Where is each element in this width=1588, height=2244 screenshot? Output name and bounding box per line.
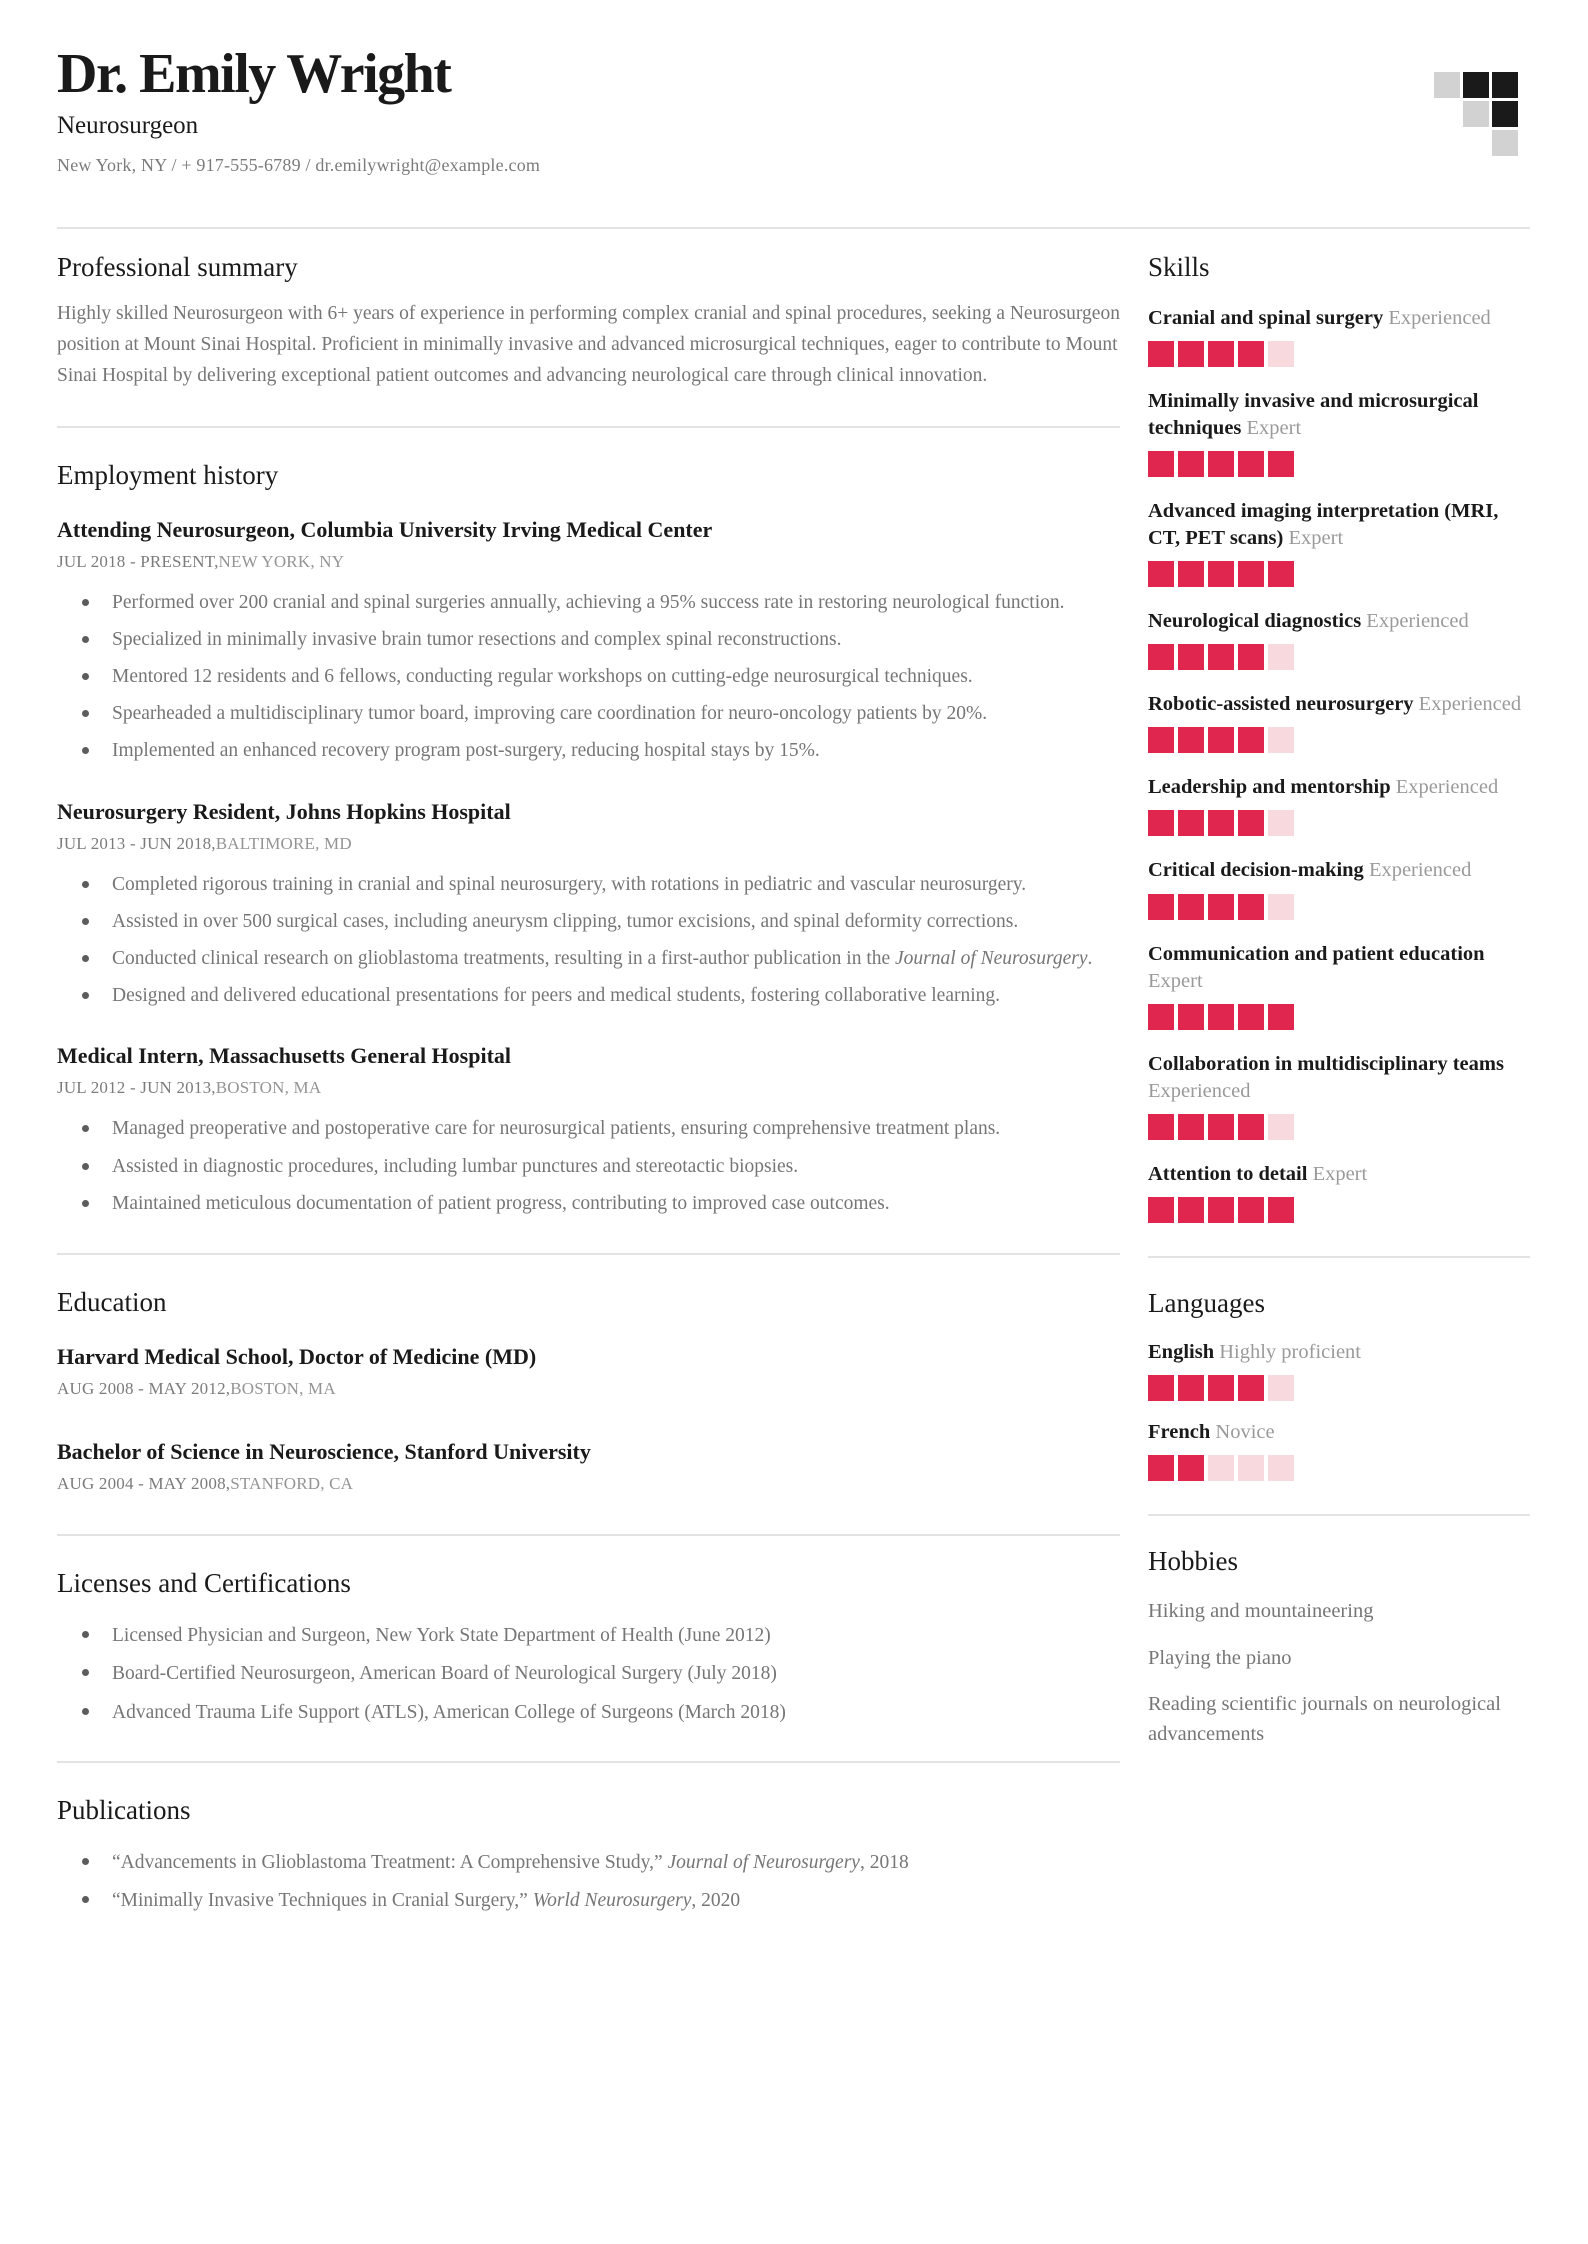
- level-square-filled: [1238, 1004, 1264, 1030]
- skill-level-bar: [1148, 1197, 1530, 1223]
- section-divider: [57, 426, 1120, 428]
- licenses-list: [57, 1621, 1120, 1727]
- level-square-filled: [1178, 1004, 1204, 1030]
- skill-name: Neurological diagnostics: [1148, 610, 1362, 633]
- level-square-filled: [1208, 451, 1234, 477]
- section-heading: Languages: [1148, 1287, 1265, 1318]
- level-square-empty: [1268, 644, 1294, 670]
- section-heading: Publications: [57, 1794, 191, 1825]
- level-square-filled: [1178, 894, 1204, 920]
- level-square-filled: [1238, 1375, 1264, 1401]
- skill-level-bar: [1148, 1114, 1530, 1140]
- level-square-empty: [1268, 810, 1294, 836]
- skill-name: Attention to detail: [1148, 1162, 1308, 1185]
- header-identity: [57, 43, 541, 176]
- sidebar-divider: [1148, 1514, 1530, 1516]
- level-square-empty: [1238, 1455, 1264, 1481]
- publication-item: “Minimally Invasive Techniques in Cranial Surgery,” World Neurosurgery, 2020: [112, 1886, 1120, 1915]
- section-heading: Employment history: [57, 459, 279, 490]
- skill-name: Collaboration in multidisciplinary teams: [1148, 1052, 1504, 1075]
- logo-square: [1492, 130, 1518, 156]
- hobby-item: Hiking and mountaineering: [1148, 1599, 1374, 1622]
- level-square-filled: [1148, 894, 1174, 920]
- section-languages: [1148, 1288, 1530, 1481]
- skill-level-label: Expert: [1288, 527, 1344, 550]
- education-entry-meta: [57, 1379, 1120, 1399]
- skill-item-text: [1148, 691, 1530, 718]
- level-square-filled: [1238, 644, 1264, 670]
- hobby-item: Reading scientific journals on neurological advancements: [1148, 1693, 1501, 1746]
- entry-date: AUG 2008 - MAY 2012,: [57, 1379, 231, 1399]
- logo-square: [1434, 130, 1460, 156]
- employment-bullet: Mentored 12 residents and 6 fellows, conducting regular workshops on cutting-edge neurosurgical techniques.: [112, 662, 1120, 692]
- language-level-bar: [1148, 1375, 1530, 1401]
- logo-square: [1463, 101, 1489, 127]
- level-square-empty: [1268, 727, 1294, 753]
- logo-square: [1463, 72, 1489, 98]
- logo-square: [1463, 130, 1489, 156]
- level-square-filled: [1208, 1114, 1234, 1140]
- section-licenses: [57, 1568, 1120, 1727]
- skill-item: [1148, 1051, 1530, 1140]
- level-square-filled: [1178, 561, 1204, 587]
- section-heading: Licenses and Certifications: [57, 1568, 351, 1599]
- level-square-filled: [1268, 561, 1294, 587]
- education-entry: [57, 1344, 1120, 1399]
- skill-item-text: [1148, 1051, 1530, 1105]
- skill-item: [1148, 774, 1530, 836]
- level-square-filled: [1238, 727, 1264, 753]
- employment-entry-title: Neurosurgery Resident, Johns Hopkins Hospital: [57, 798, 511, 824]
- level-square-filled: [1208, 1004, 1234, 1030]
- section-heading: Hobbies: [1148, 1545, 1238, 1576]
- section-heading: Professional summary: [57, 252, 298, 283]
- skill-level-label: Experienced: [1388, 307, 1491, 330]
- skill-item-text: [1148, 608, 1530, 635]
- skill-level-label: Experienced: [1366, 610, 1469, 633]
- level-square-filled: [1238, 561, 1264, 587]
- license-item: Licensed Physician and Surgeon, New York State Department of Health (June 2012): [112, 1621, 1120, 1650]
- level-square-filled: [1208, 810, 1234, 836]
- employment-entry-meta: [57, 552, 1120, 572]
- skill-name: Minimally invasive and microsurgical techniques: [1148, 390, 1479, 440]
- level-square-filled: [1238, 894, 1264, 920]
- level-square-filled: [1148, 1455, 1174, 1481]
- skill-level-bar: [1148, 1004, 1530, 1030]
- level-square-filled: [1178, 727, 1204, 753]
- skill-item-text: [1148, 857, 1530, 884]
- level-square-filled: [1208, 644, 1234, 670]
- level-square-filled: [1178, 810, 1204, 836]
- education-entry: [57, 1439, 1120, 1494]
- language-level-label: Novice: [1215, 1420, 1275, 1443]
- language-level-bar: [1148, 1455, 1530, 1481]
- level-square-filled: [1208, 1375, 1234, 1401]
- employment-bullet: Designed and delivered educational presentations for peers and medical students, fostering collaborative learning.: [112, 981, 1120, 1011]
- employment-bullet: Conducted clinical research on glioblastoma treatments, resulting in a first-author publication in the Journal of Neurosurgery.: [112, 944, 1120, 974]
- level-square-empty: [1268, 1455, 1294, 1481]
- employment-bullet: Managed preoperative and postoperative care for neurosurgical patients, ensuring comprehensive treatment plans.: [112, 1114, 1120, 1144]
- employment-bullet: Implemented an enhanced recovery program post-surgery, reducing hospital stays by 15%.: [112, 736, 1120, 766]
- level-square-empty: [1268, 1375, 1294, 1401]
- skill-item: [1148, 608, 1530, 670]
- employment-bullet: Completed rigorous training in cranial and spinal neurosurgery, with rotations in pediatric and vascular neurosurgery.: [112, 870, 1120, 900]
- entry-location: BALTIMORE, MD: [215, 833, 352, 853]
- level-square-filled: [1148, 561, 1174, 587]
- skill-level-label: Experienced: [1368, 859, 1472, 882]
- level-square-filled: [1178, 451, 1204, 477]
- employment-entry: [57, 517, 1120, 767]
- entry-date: JUL 2012 - JUN 2013,: [57, 1078, 216, 1098]
- employment-entry-meta: [57, 834, 1120, 854]
- level-square-filled: [1238, 1197, 1264, 1223]
- level-square-filled: [1178, 1114, 1204, 1140]
- level-square-filled: [1208, 1197, 1234, 1223]
- hobby-item: Playing the piano: [1148, 1646, 1292, 1669]
- level-square-filled: [1208, 894, 1234, 920]
- license-item: Advanced Trauma Life Support (ATLS), American College of Surgeons (March 2018): [112, 1698, 1120, 1727]
- employment-bullet: Spearheaded a multidisciplinary tumor board, improving care coordination for neuro-oncology patients by 20%.: [112, 699, 1120, 729]
- level-square-empty: [1268, 1114, 1294, 1140]
- skill-level-bar: [1148, 727, 1530, 753]
- skill-item: [1148, 388, 1530, 477]
- skill-level-bar: [1148, 341, 1530, 367]
- logo-square: [1434, 101, 1460, 127]
- language-item: [1148, 1419, 1530, 1481]
- level-square-filled: [1148, 341, 1174, 367]
- level-square-filled: [1268, 1197, 1294, 1223]
- employment-bullet: Assisted in over 500 surgical cases, including aneurysm clipping, tumor excisions, and spinal deformity corrections.: [112, 907, 1120, 937]
- level-square-filled: [1208, 727, 1234, 753]
- language-name: French: [1148, 1420, 1211, 1443]
- section-divider: [57, 1534, 1120, 1536]
- main-columns: [57, 252, 1530, 1924]
- skill-item: [1148, 941, 1530, 1030]
- entry-date: JUL 2013 - JUN 2018,: [57, 833, 216, 853]
- employment-bullet-list: [57, 1114, 1120, 1219]
- employment-entry-title: Medical Intern, Massachusetts General Hospital: [57, 1043, 512, 1069]
- employment-entry: [57, 1043, 1120, 1219]
- level-square-filled: [1148, 644, 1174, 670]
- entry-date: JUL 2018 - PRESENT,: [57, 551, 219, 571]
- entry-date: AUG 2004 - MAY 2008,: [57, 1474, 231, 1494]
- language-name: English: [1148, 1340, 1215, 1363]
- level-square-filled: [1148, 727, 1174, 753]
- level-square-empty: [1268, 894, 1294, 920]
- skill-level-label: Experienced: [1395, 776, 1499, 799]
- level-square-filled: [1208, 341, 1234, 367]
- skill-level-label: Expert: [1148, 969, 1203, 992]
- skill-item: [1148, 305, 1530, 367]
- section-publications: [57, 1795, 1120, 1916]
- level-square-filled: [1238, 341, 1264, 367]
- person-name: Dr. Emily Wright: [57, 43, 451, 105]
- employment-bullet-list: [57, 588, 1120, 767]
- skill-level-label: Experienced: [1418, 693, 1522, 716]
- language-item: [1148, 1339, 1530, 1401]
- logo-square: [1492, 72, 1518, 98]
- employment-bullet: Maintained meticulous documentation of patient progress, contributing to improved case outcomes.: [112, 1189, 1120, 1219]
- level-square-filled: [1148, 810, 1174, 836]
- header-divider: [57, 227, 1530, 229]
- skill-level-bar: [1148, 894, 1530, 920]
- license-item: Board-Certified Neurosurgeon, American Board of Neurological Surgery (July 2018): [112, 1659, 1120, 1688]
- section-education: [57, 1287, 1120, 1494]
- language-level-label: Highly proficient: [1219, 1340, 1361, 1363]
- education-entry-meta: [57, 1474, 1120, 1494]
- skill-item-text: [1148, 388, 1530, 442]
- skill-item-text: [1148, 305, 1530, 332]
- level-square-empty: [1268, 341, 1294, 367]
- level-square-filled: [1238, 451, 1264, 477]
- section-skills: [1148, 252, 1530, 1223]
- skill-level-label: Expert: [1246, 417, 1302, 440]
- entry-location: NEW YORK, NY: [218, 551, 345, 571]
- skill-level-label: Expert: [1312, 1162, 1368, 1185]
- level-square-filled: [1148, 1114, 1174, 1140]
- level-square-filled: [1148, 451, 1174, 477]
- publication-item: “Advancements in Glioblastoma Treatment: A Comprehensive Study,” Journal of Neurosurgery, 2018: [112, 1848, 1120, 1877]
- level-square-filled: [1178, 1375, 1204, 1401]
- skill-name: Robotic-assisted neurosurgery: [1148, 693, 1414, 716]
- level-square-filled: [1238, 1114, 1264, 1140]
- employment-entry-meta: [57, 1078, 1120, 1098]
- skill-item-text: [1148, 774, 1530, 801]
- skill-level-bar: [1148, 810, 1530, 836]
- level-square-empty: [1208, 1455, 1234, 1481]
- level-square-filled: [1268, 451, 1294, 477]
- level-square-filled: [1178, 1197, 1204, 1223]
- level-square-filled: [1208, 561, 1234, 587]
- level-square-filled: [1148, 1004, 1174, 1030]
- left-column: [57, 252, 1120, 1924]
- section-professional-summary: [57, 252, 1120, 391]
- brand-squares-logo: [1434, 72, 1518, 156]
- skill-level-bar: [1148, 561, 1530, 587]
- education-entry-title: Bachelor of Science in Neuroscience, Stanford University: [57, 1439, 591, 1465]
- entry-location: BOSTON, MA: [230, 1379, 336, 1399]
- section-divider: [57, 1761, 1120, 1763]
- section-heading: Education: [57, 1287, 167, 1318]
- language-item-text: [1148, 1419, 1530, 1446]
- section-hobbies: [1148, 1546, 1530, 1750]
- sidebar: [1148, 252, 1530, 1924]
- level-square-filled: [1238, 810, 1264, 836]
- level-square-filled: [1178, 341, 1204, 367]
- employment-bullet: Assisted in diagnostic procedures, including lumbar punctures and stereotactic biopsies.: [112, 1152, 1120, 1182]
- employment-entry: [57, 799, 1120, 1012]
- skill-name: Leadership and mentorship: [1148, 776, 1391, 799]
- entry-location: STANFORD, CA: [230, 1474, 354, 1494]
- skill-level-bar: [1148, 644, 1530, 670]
- language-item-text: [1148, 1339, 1530, 1366]
- employment-bullet-list: [57, 870, 1120, 1012]
- summary-text: Highly skilled Neurosurgeon with 6+ years of experience in performing complex cranial and spinal procedures, seeking a Neurosurgeon position at Mount Sinai Hospital. Proficient in minimally invasive and advanced microsurgical techniques, eager to contribute to Mount Sinai Hospital by delivering exceptional patient outcomes and advancing neurological care through clinical innovation.: [57, 303, 1120, 386]
- section-divider: [57, 1253, 1120, 1255]
- skill-name: Cranial and spinal surgery: [1148, 307, 1384, 330]
- skill-level-label: Experienced: [1148, 1079, 1251, 1102]
- contact-line: New York, NY / + 917-555-6789 / dr.emilywright@example.com: [57, 155, 541, 176]
- skill-item-text: [1148, 498, 1530, 552]
- skill-level-bar: [1148, 451, 1530, 477]
- skill-item: [1148, 1161, 1530, 1223]
- skill-item: [1148, 857, 1530, 919]
- skill-item-text: [1148, 941, 1530, 995]
- level-square-filled: [1178, 644, 1204, 670]
- sidebar-divider: [1148, 1256, 1530, 1258]
- skill-item-text: [1148, 1161, 1530, 1188]
- employment-bullet: Performed over 200 cranial and spinal surgeries annually, achieving a 95% success rate in restoring neurological function.: [112, 588, 1120, 618]
- logo-square: [1492, 101, 1518, 127]
- skill-name: Communication and patient education: [1148, 942, 1485, 965]
- entry-location: BOSTON, MA: [215, 1078, 322, 1098]
- skill-item: [1148, 498, 1530, 587]
- job-title: Neurosurgeon: [57, 112, 199, 140]
- employment-bullet: Specialized in minimally invasive brain tumor resections and complex spinal reconstructions.: [112, 625, 1120, 655]
- education-entry-title: Harvard Medical School, Doctor of Medicine (MD): [57, 1344, 537, 1370]
- level-square-filled: [1148, 1375, 1174, 1401]
- level-square-filled: [1268, 1004, 1294, 1030]
- employment-entry-title: Attending Neurosurgeon, Columbia University Irving Medical Center: [57, 516, 713, 542]
- level-square-filled: [1178, 1455, 1204, 1481]
- section-employment-history: [57, 460, 1120, 1220]
- section-heading: Skills: [1148, 252, 1210, 283]
- skill-item: [1148, 691, 1530, 753]
- header: [57, 43, 1530, 176]
- level-square-filled: [1148, 1197, 1174, 1223]
- skill-name: Critical decision-making: [1148, 859, 1364, 882]
- skill-name: Advanced imaging interpretation (MRI, CT, PET scans): [1148, 500, 1499, 550]
- logo-square: [1434, 72, 1460, 98]
- publications-list: [57, 1848, 1120, 1916]
